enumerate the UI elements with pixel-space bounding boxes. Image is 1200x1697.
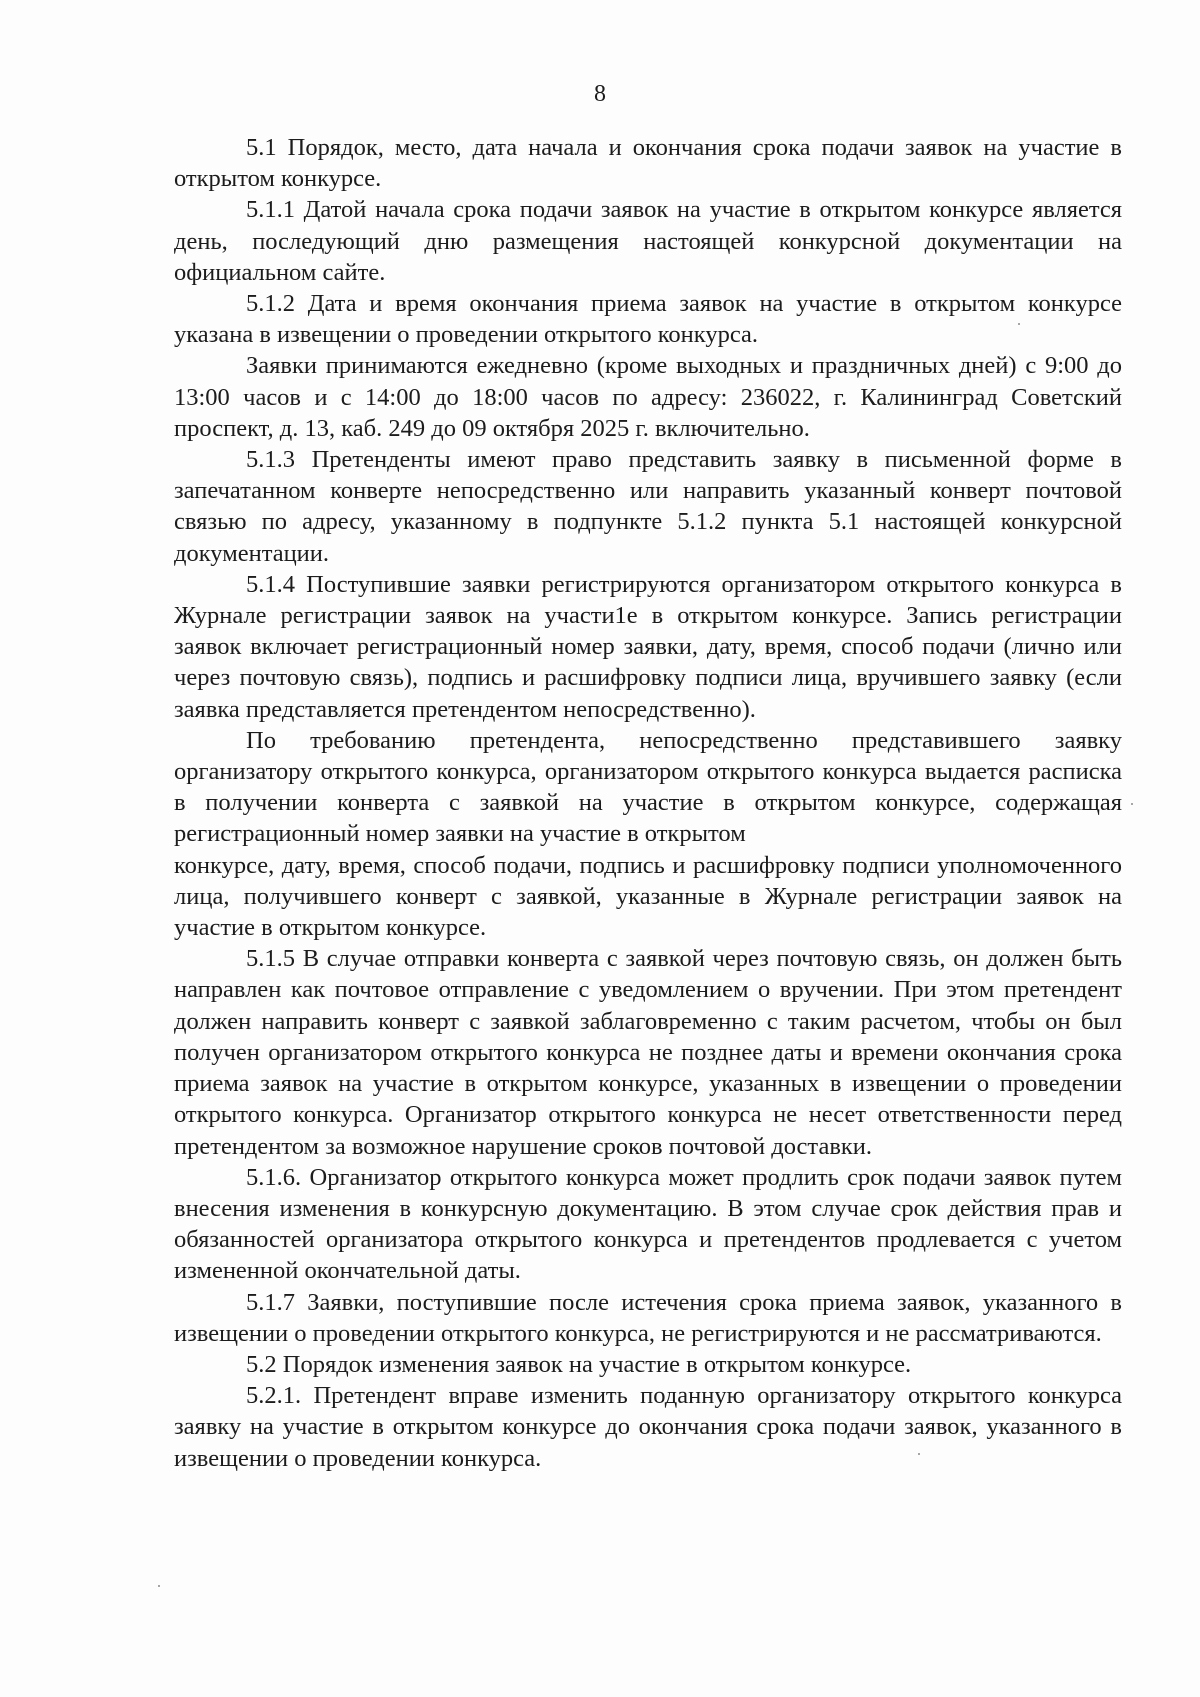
scan-speck (1018, 323, 1020, 325)
paragraph-reception-hours: Заявки принимаются ежедневно (кроме выходных и праздничных дней) с 9:00 до 13:00 часов и с 14:00 до 18:00 часов по адресу: 236022, г. Калининград Советский проспект, д. 13, каб. 249 до 09 октября 2025 г. включительно. (174, 352, 1122, 442)
scan-speck (158, 1585, 160, 1587)
paragraph-5-2: 5.2 Порядок изменения заявок на участие в открытом конкурсе. (246, 1350, 912, 1378)
paragraph-receipt-continuation: конкурсе, дату, время, способ подачи, подпись и расшифровку подписи уполномоченного лица, получившего конверт с заявкой, указанные в Журнале регистрации заявок на участие в открытом конкурсе. (174, 851, 1122, 942)
paragraph-5-1-5: 5.1.5 В случае отправки конверта с заявкой через почтовую связь, он должен быть направлен как почтовое отправление с уведомлением о вручении. При этом претендент должен направить конверт с заявкой заблаговременно с таким расчетом, чтобы он был получен организатором открытого конкурса не позднее даты и времени окончания срока приема заявок на участие в открытом конкурсе, указанных в извещении о проведении открытого конкурса. Организатор открытого конкурса не несет ответственности перед претендентом за возможное нарушение сроков почтовой доставки. (174, 945, 1122, 1160)
scan-speck (918, 1453, 920, 1455)
paragraph-5-1-2: 5.1.2 Дата и время окончания приема заявок на участие в открытом конкурсе указана в извещении о проведении открытого конкурса. (174, 290, 1122, 349)
paragraph-5-1-1: 5.1.1 Датой начала срока подачи заявок на участие в открытом конкурсе является день, последующий дню размещения настоящей конкурсной документации на официальном сайте. (174, 196, 1122, 286)
paragraph-5-1-4: 5.1.4 Поступившие заявки регистрируются организатором открытого конкурса в Журнале регистрации заявок на участи1е в открытом конкурсе. Запись регистрации заявок включает регистрационный номер заявки, дату, время, способ подачи (лично или через почтовую связь), подпись и расшифровку подписи лица, вручившего заявку (если заявка представляется претендентом непосредственно). (174, 570, 1122, 723)
scan-speck (1131, 803, 1133, 805)
page-number: 8 (594, 81, 606, 107)
paragraph-5-1-6: 5.1.6. Организатор открытого конкурса может продлить срок подачи заявок путем внесения изменения в конкурсную документацию. В этом случае срок действия прав и обязанностей организатора открытого конкурса и претендентов продлевается с учетом измененной окончательной даты. (174, 1163, 1122, 1285)
paragraph-5-2-1: 5.2.1. Претендент вправе изменить поданную организатору открытого конкурса заявку на участие в открытом конкурсе до окончания срока подачи заявок, указанного в извещении о проведении конкурса. (174, 1382, 1122, 1472)
paragraph-5-1-7: 5.1.7 Заявки, поступившие после истечения срока приема заявок, указанного в извещении о проведении открытого конкурса, не регистрируются и не рассматриваются. (174, 1288, 1122, 1347)
document-body (174, 132, 1122, 1474)
paragraph-5-1: 5.1 Порядок, место, дата начала и окончания срока подачи заявок на участие в открытом конкурсе. (174, 134, 1122, 193)
paragraph-5-1-3: 5.1.3 Претенденты имеют право представить заявку в письменной форме в запечатанном конверте непосредственно или направить указанный конверт почтовой связью по адресу, указанному в подпункте 5.1.2 пункта 5.1 настоящей конкурсной документации. (174, 446, 1122, 567)
paragraph-receipt-request: По требованию претендента, непосредственно представившего заявку организатору открытого конкурса, организатором открытого конкурса выдается расписка в получении конверта с заявкой на участие в открытом конкурсе, содержащая регистрационный номер заявки на участие в открытом (174, 726, 1122, 848)
